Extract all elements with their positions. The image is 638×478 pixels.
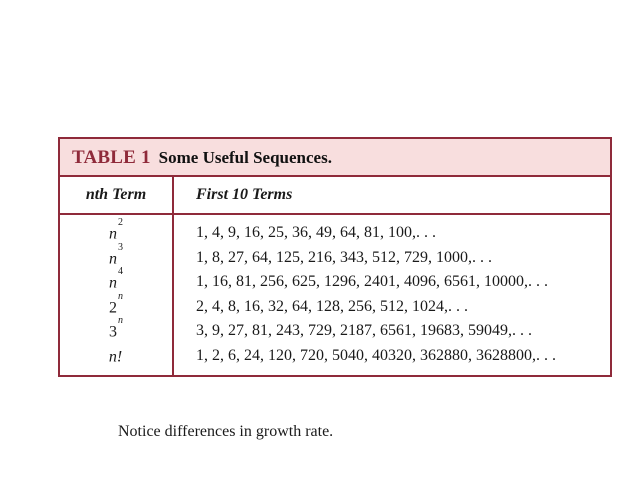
values-cell: 1, 2, 6, 24, 120, 720, 5040, 40320, 362880, 3628800,. . . — [196, 346, 556, 364]
term-cell — [60, 241, 172, 268]
term-base: n — [109, 274, 117, 292]
term-cell — [60, 217, 172, 243]
column-header-term: nth Term — [85, 186, 147, 203]
term-cell — [60, 347, 172, 366]
table-row — [60, 315, 610, 346]
table-row — [60, 217, 610, 248]
term-base: 3 — [109, 323, 117, 341]
term-exponent: 2 — [118, 217, 123, 228]
term-base: n — [109, 249, 117, 267]
sequences-table — [58, 137, 612, 377]
term-cell — [60, 266, 172, 292]
term-exponent: 4 — [118, 266, 123, 278]
values-cell: 2, 4, 8, 16, 32, 64, 128, 256, 512, 1024,. . . — [196, 297, 468, 315]
term-base: 2 — [109, 299, 117, 317]
values-cell: 1, 4, 9, 16, 25, 36, 49, 64, 81, 100,. . . — [196, 224, 436, 241]
term-base: n — [109, 225, 117, 243]
term-exponent: n — [118, 290, 123, 302]
table-row — [60, 266, 610, 297]
table-body — [60, 217, 610, 371]
table-caption — [72, 147, 332, 169]
term-exponent: n — [118, 315, 123, 327]
term-exponent: 3 — [118, 241, 123, 253]
column-header-values: First 10 Terms — [196, 186, 293, 203]
table-header — [60, 139, 610, 177]
table-label: TABLE 1 — [72, 147, 151, 168]
table-title: Some Useful Sequences. — [158, 148, 332, 167]
table-row — [60, 290, 610, 322]
table-row — [60, 346, 610, 371]
column-header-row — [60, 177, 610, 215]
values-cell: 1, 16, 81, 256, 625, 1296, 2401, 4096, 6561, 10000,. . . — [196, 273, 548, 291]
values-cell: 3, 9, 27, 81, 243, 729, 2187, 6561, 19683, 59049,. . . — [196, 322, 532, 340]
table-row — [60, 241, 610, 273]
growth-rate-note: Notice differences in growth rate. — [118, 423, 334, 440]
term-cell — [60, 290, 172, 317]
values-cell: 1, 8, 27, 64, 125, 216, 343, 512, 729, 1000,. . . — [196, 248, 492, 266]
term-base: n! — [108, 348, 123, 366]
term-cell — [60, 315, 172, 341]
